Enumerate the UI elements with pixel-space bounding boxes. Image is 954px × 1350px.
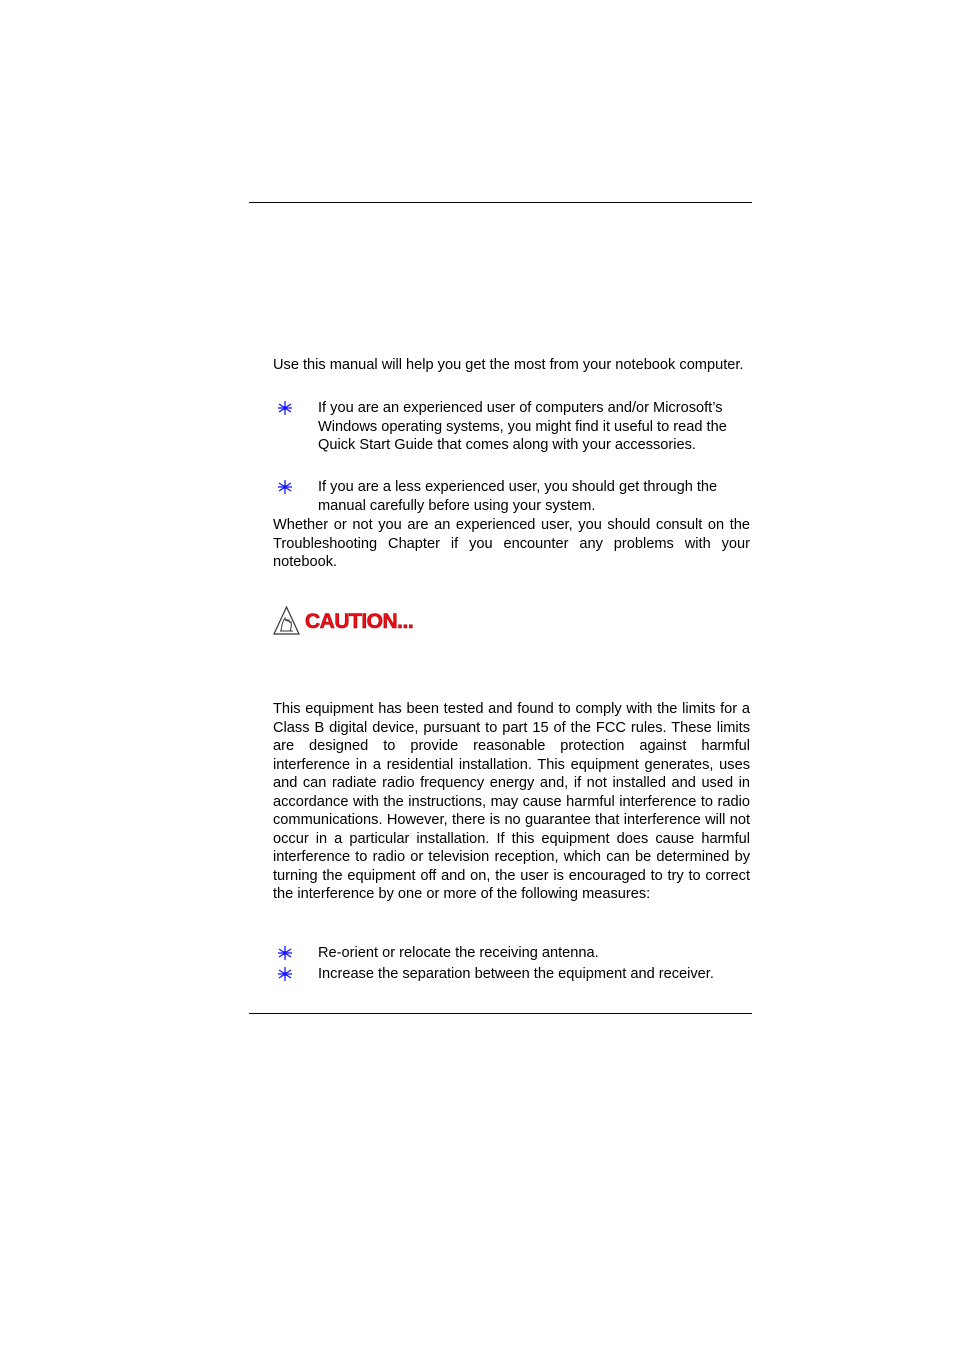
- header-rule: [249, 202, 752, 203]
- list-item-text: If you are an experienced user of computers and/or Microsoft’s Windows operating systems, you might find it useful to read the Quick Start Guide that comes along with your accessories.: [318, 400, 727, 453]
- list-item-text: Re-orient or relocate the receiving antenna.: [318, 945, 599, 961]
- list-item: [273, 399, 763, 455]
- list-item-text: If you are a less experienced user, you should get through the manual carefully before using your system.: [318, 479, 718, 514]
- snowflake-bullet-icon: [277, 399, 293, 417]
- intro-paragraph: Use this manual will help you get the most from your notebook computer.: [273, 357, 744, 373]
- list-item: [273, 965, 763, 984]
- list-item: [273, 478, 763, 515]
- caution-label: CAUTION...: [305, 610, 414, 633]
- caution-heading: [273, 604, 473, 636]
- list-item: [273, 944, 763, 963]
- snowflake-bullet-icon: [277, 944, 293, 962]
- intro-closing-paragraph: Whether or not you are an experienced user, you should consult on the Troubleshooting Chapter if you encounter any problems with your notebook.: [273, 517, 750, 570]
- fcc-paragraph: This equipment has been tested and found to comply with the limits for a Class B digital device, pursuant to part 15 of the FCC rules. These limits are designed to provide reasonable protection against harmful interference in a residential installation. This equipment generates, uses and can radiate radio frequency energy and, if not installed and used in accordance with the instructions, may cause harmful interference to radio communications. However, there is no guarantee that interference will not occur in a particular installation. If this equipment does cause harmful interference to radio or television reception, which can be determined by turning the equipment off and on, the user is encouraged to try to correct the interference by one or more of the following measures:: [273, 701, 750, 902]
- snowflake-bullet-icon: [277, 965, 293, 983]
- snowflake-bullet-icon: [277, 478, 293, 496]
- caution-hand-warning-icon: [273, 606, 300, 636]
- list-item-text: Increase the separation between the equipment and receiver.: [318, 966, 714, 982]
- footer-rule: [249, 1013, 752, 1014]
